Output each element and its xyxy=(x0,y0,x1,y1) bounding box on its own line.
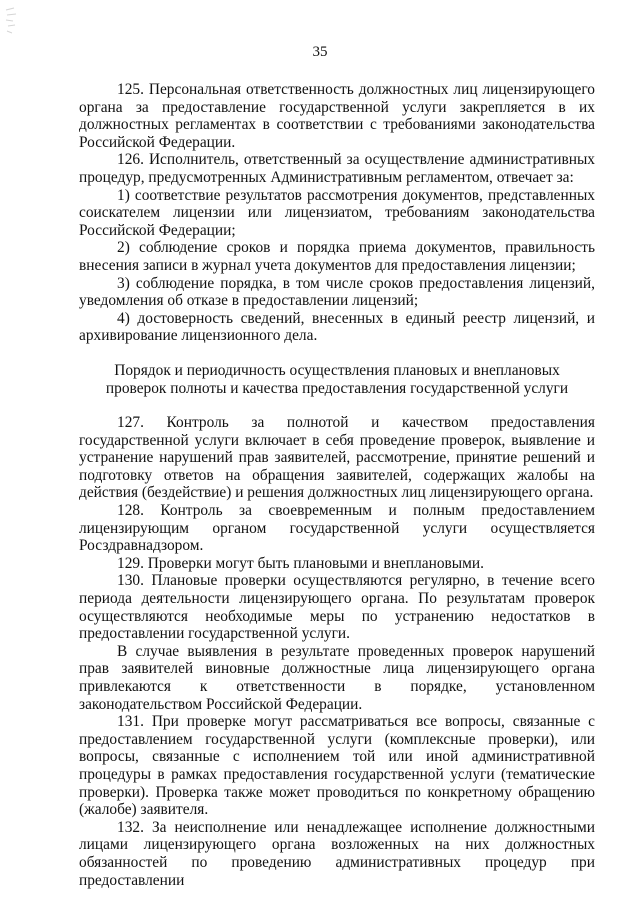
paragraph-130: 130. Плановые проверки осуществляются регулярно, в течение всего периода деятельности лицензирующего органа. По результатам проверок осуществляются необходимые меры по устранению недостатков в предоставлении государственной услуги. xyxy=(79,572,595,643)
paragraph-126: 126. Исполнитель, ответственный за осуществление административных процедур, предусмотренных Административным регламентом, отвечает за: xyxy=(79,151,595,186)
paragraph-125: 125. Персональная ответственность должностных лиц лицензирующего органа за предоставление государственной услуги закрепляется в их должностных регламентах в соответствии с требованиями законодательства Российской Федерации. xyxy=(79,81,595,151)
paragraph-127: 127. Контроль за полнотой и качеством предоставления государственной услуги включает в себя проведение проверок, выявление и устранение нарушений прав заявителей, рассмотрение, принятие решений и подготовку ответов на обращения заявителей, содержащих жалобы на действия (бездействие) и решения должностных лиц лицензирующего органа. xyxy=(79,414,595,502)
paragraph-126-item-2: 2) соблюдение сроков и порядка приема документов, правильность внесения записи в журнал учета документов для предоставления лицензии; xyxy=(79,239,595,274)
paragraph-126-item-1: 1) соответствие результатов рассмотрения документов, представленных соискателем лицензии или лицензиатом, требованиям законодательства Российской Федерации; xyxy=(79,186,595,239)
paragraph-132: 132. За неисполнение или ненадлежащее исполнение должностными лицами лицензирующего органа возложенных на них должностных обязанностей по проведению административных процедур при предоставлении xyxy=(79,818,595,889)
paragraph-131: 131. При проверке могут рассматриваться все вопросы, связанные с предоставлением государственной услуги (комплексные проверки), или вопросы, связанные с исполнением той или иной административной процедуры в рамках предоставления государственной услуги (тематические проверки). Проверка также может проводиться по конкретному обращению (жалобе) заявителя. xyxy=(79,713,595,819)
paragraph-130-continued: В случае выявления в результате проведенных проверок нарушений прав заявителей виновные должностные лица лицензирующего органа привлекаются к ответственности в порядке, установленном законодательством Российской Федерации. xyxy=(79,642,595,713)
scan-corner-mark xyxy=(4,6,20,36)
section-heading: Порядок и периодичность осуществления плановых и внеплановых проверок полноты и качества предоставления государственной услуги xyxy=(105,361,569,397)
paragraph-126-item-4: 4) достоверность сведений, внесенных в единый реестр лицензий, и архивирование лицензионного дела. xyxy=(79,309,595,345)
paragraph-128: 128. Контроль за своевременным и полным предоставлением лицензирующим органом государственной услуги осуществляется Росздравнадзором. xyxy=(79,502,595,555)
document-body xyxy=(79,81,595,889)
paragraph-126-item-3: 3) соблюдение порядка, в том числе сроков предоставления лицензий, уведомления об отказе в предоставлении лицензий; xyxy=(79,274,595,310)
paragraph-129: 129. Проверки могут быть плановыми и внеплановыми. xyxy=(117,554,484,572)
page-number: 35 xyxy=(312,44,328,60)
